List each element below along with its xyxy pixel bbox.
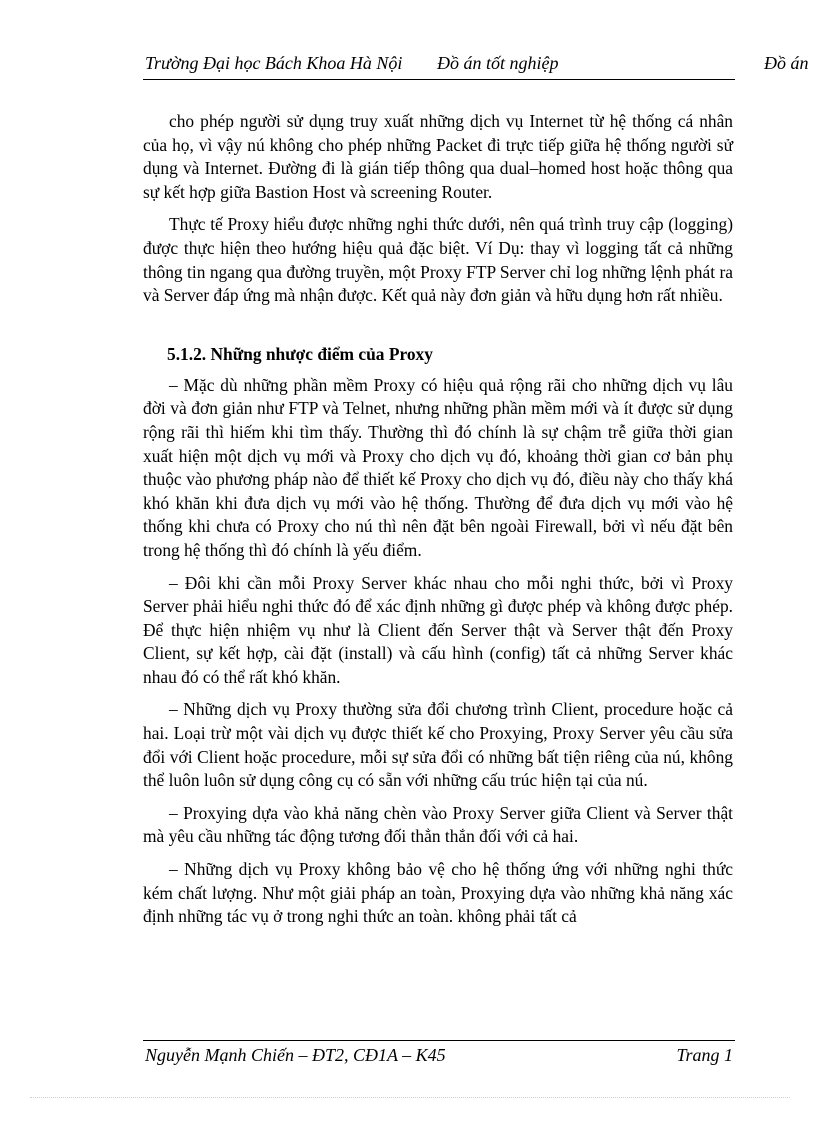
paragraph-7: – Những dịch vụ Proxy không bảo vệ cho hệ thống ứng với những nghi thức kém chất lượng. Như một giải pháp an toàn, Proxying dựa vào những khả năng xác định những tác vụ ở trong nghi thức an toàn. không phải tất cả — [143, 859, 733, 927]
document-body — [143, 110, 733, 938]
footer-divider — [143, 1040, 735, 1041]
header-divider — [143, 79, 735, 80]
paragraph-1: cho phép người sử dụng truy xuất những dịch vụ Internet từ hệ thống cá nhân của họ, vì vậy nú không cho phép những Packet đi trực tiếp giữa hệ thống người sử dụng và Internet. Đường đi là gián tiếp thông qua dual–homed host hoặc thông qua sự kết hợp giữa Bastion Host và screening Router. — [143, 111, 733, 202]
paragraph-2: Thực tế Proxy hiểu được những nghi thức dưới, nên quá trình truy cập (logging) được thực hiện theo hướng hiệu quả đặc biệt. Ví Dụ: thay vì logging tất cả những thông tin ngang qua đường truyền, một Proxy FTP Server chỉ log những lệnh phát ra và Server đáp ứng mà nhận được. Kết quả này đơn giản và hữu dụng hơn rất nhiều. — [143, 214, 733, 306]
paragraph-6: – Proxying dựa vào khả năng chèn vào Proxy Server giữa Client và Server thật mà yêu cầu những tác động tương đối thẳn thắn đối với cả hai. — [143, 802, 733, 847]
paragraph-3: – Mặc dù những phần mềm Proxy có hiệu quả rộng rãi cho những dịch vụ lâu đời và đơn giản như FTP và Telnet, nhưng những phần mềm mới và ít được sử dụng rộng rãi thì hiếm khi tìm thấy. Thường thì đó chính là sự chậm trễ giữa thời gian xuất hiện một dịch vụ mới và Proxy cho dịch vụ đó, khoảng thời gian cơ bản phụ thuộc vào phương pháp nào để thiết kế Proxy cho dịch vụ đó, điều này cho thấy khá khó khăn khi đưa dịch vụ mới vào hệ thống. Thường để đưa dịch vụ mới vào hệ thống khi chưa có Proxy cho nú thì nên đặt bên ngoài Firewall, bởi vì nếu đặt bên trong hệ thống thì đó chính là yếu điểm. — [143, 374, 733, 560]
footer-page-number: Trang 1 — [676, 1045, 733, 1065]
section-heading: 5.1.2. Những nhược điểm của Proxy — [167, 343, 433, 364]
footer-author: Nguyễn Mạnh Chiến – ĐT2, CĐ1A – K45 — [145, 1045, 446, 1065]
header-project-title: Đồ án tốt nghiệp — [437, 53, 559, 73]
header-school-name: Trường Đại học Bách Khoa Hà Nội — [145, 53, 403, 73]
header-right-text: Đồ án — [764, 53, 809, 73]
paragraph-4: – Đôi khi cần mỗi Proxy Server khác nhau cho mỗi nghi thức, bởi vì Proxy Server phải hiểu nghi thức đó để xác định những gì được phép và không được phép. Để thực hiện nhiệm vụ như là Client đến Server thật và Server thật đến Proxy Client, sự kết hợp, cài đặt (install) và cấu hình (config) tất cả những Server khác nhau đó có thể rất khó khăn. — [143, 572, 733, 687]
paragraph-5: – Những dịch vụ Proxy thường sửa đổi chương trình Client, procedure hoặc cả hai. Loại trừ một vài dịch vụ được thiết kế cho Proxying, Proxy Server yêu cầu sửa đổi với Client hoặc procedure, mỗi sự sửa đổi có những bất tiện riêng của nú, không thể luôn luôn sử dụng công cụ có sẵn với những cấu trúc hiện tại của nú. — [143, 699, 733, 791]
page-bottom-border — [30, 1097, 790, 1098]
